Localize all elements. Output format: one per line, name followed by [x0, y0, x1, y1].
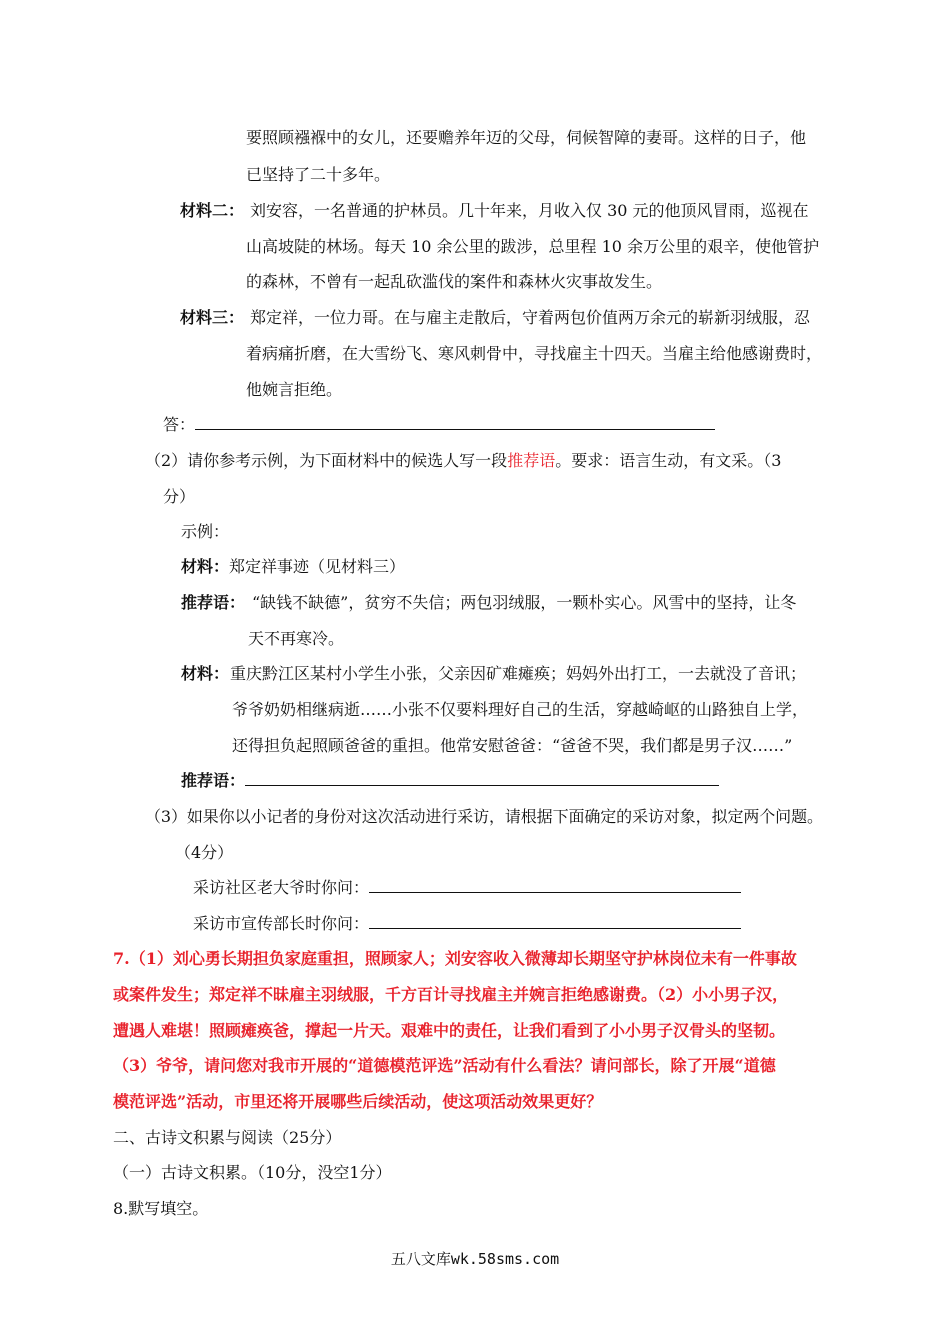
rec-line	[181, 771, 719, 791]
material3-label: 材料三：	[180, 308, 245, 327]
q2-keyword: 推荐语	[507, 451, 556, 470]
section2-title: 二、古诗文积累与阅读（25分）	[113, 1128, 342, 1147]
q2-text-a: （2）请你参考示例，为下面材料中的候选人写一段	[145, 451, 508, 470]
example-material-text: 郑定祥事迹（见材料三）	[229, 557, 406, 576]
answer-key-line5: 模范评选”活动，市里还将开展哪些后续活动，使这项活动效果更好？	[113, 1092, 603, 1111]
ask2-line	[193, 914, 741, 934]
material-line2: 爷爷奶奶相继病逝……小张不仅要料理好自己的生活，穿越崎岖的山路独自上学，	[232, 700, 809, 719]
material2-line3: 的森林，不曾有一起乱砍滥伐的案件和森林火灾事故发生。	[246, 272, 663, 291]
q3-line1: （3）如果你以小记者的身份对这次活动进行采访，请根据下面确定的采访对象，拟定两个问题。	[145, 807, 823, 826]
answer1-label: 答：	[163, 415, 196, 434]
question8: 8.默写填空。	[113, 1199, 209, 1218]
page-footer: 五八文库wk.58sms.com	[390, 1250, 560, 1268]
answer-key-line1: 7.（1）刘心勇长期担负家庭重担，照顾家人；刘安容收入微薄却长期坚守护林岗位未有一件事故	[113, 949, 797, 968]
material-label: 材料：	[181, 664, 230, 683]
q2-line1	[145, 451, 781, 471]
example-rec-line2: 天不再寒冷。	[248, 629, 345, 648]
answer-key-line4: （3）爷爷，请问您对我市开展的“道德模范评选”活动有什么看法？请问部长，除了开展“道德	[113, 1056, 776, 1075]
ask1-blank[interactable]	[369, 878, 741, 893]
material2-line2: 山高坡陡的林场。每天 10 余公里的跋涉，总里程 10 余万公里的艰辛，使他管护	[246, 237, 820, 256]
material3-line3: 他婉言拒绝。	[246, 380, 343, 399]
ask2-blank[interactable]	[369, 914, 741, 929]
ask1-label: 采访社区老大爷时你问：	[193, 878, 370, 897]
ask2-label: 采访市宣传部长时你问：	[193, 914, 370, 933]
answer1-line	[163, 415, 715, 435]
material1-line2: 已坚持了二十多年。	[246, 165, 391, 184]
example-material-line	[181, 557, 405, 577]
material3-line1: 郑定祥，一位力哥。在与雇主走散后，守着两包价值两万余元的崭新羽绒服，忍	[250, 308, 811, 327]
rec-label: 推荐语：	[181, 771, 246, 790]
example-rec-label: 推荐语：	[181, 593, 246, 612]
section2-subtitle: （一）古诗文积累。（10分，没空1分）	[113, 1163, 392, 1182]
q3-line2: （4分）	[175, 843, 234, 862]
material-line3: 还得担负起照顾爸爸的重担。他常安慰爸爸：“爸爸不哭，我们都是男子汉……”	[232, 736, 793, 755]
material-line1: 重庆黔江区某村小学生小张，父亲因矿难瘫痪；妈妈外出打工，一去就没了音讯；	[230, 664, 807, 683]
answer1-blank[interactable]	[195, 415, 715, 430]
answer-key-line3: 遭遇人难堪！照顾瘫痪爸，撑起一片天。艰难中的责任，让我们看到了小小男子汉骨头的坚韧。	[113, 1021, 786, 1040]
answer-key-line2: 或案件发生；郑定祥不昧雇主羽绒服，千方百计寻找雇主并婉言拒绝感谢费。（2）小小男子汉，	[113, 985, 789, 1004]
material2-line1: 刘安容，一名普通的护林员。几十年来，月收入仅 30 元的他顶风冒雨，巡视在	[250, 201, 809, 220]
example-rec-line1: “缺钱不缺德”，贫穷不失信；两包羽绒服，一颗朴实心。风雪中的坚持，让冬	[252, 593, 797, 612]
example-label: 示例：	[181, 522, 230, 541]
material3-line2: 着病痛折磨，在大雪纷飞、寒风刺骨中，寻找雇主十四天。当雇主给他感谢费时，	[246, 344, 823, 363]
q2-text-b: 。要求：语言生动，有文采。（3	[555, 451, 782, 470]
ask1-line	[193, 878, 741, 898]
q2-line2: 分）	[163, 487, 196, 506]
material1-line1: 要照顾襁褓中的女儿，还要赡养年迈的父母，伺候智障的妻哥。这样的日子，他	[246, 128, 807, 147]
example-material-label: 材料：	[181, 557, 230, 576]
rec-blank[interactable]	[245, 771, 719, 786]
material2-label: 材料二：	[180, 201, 245, 220]
